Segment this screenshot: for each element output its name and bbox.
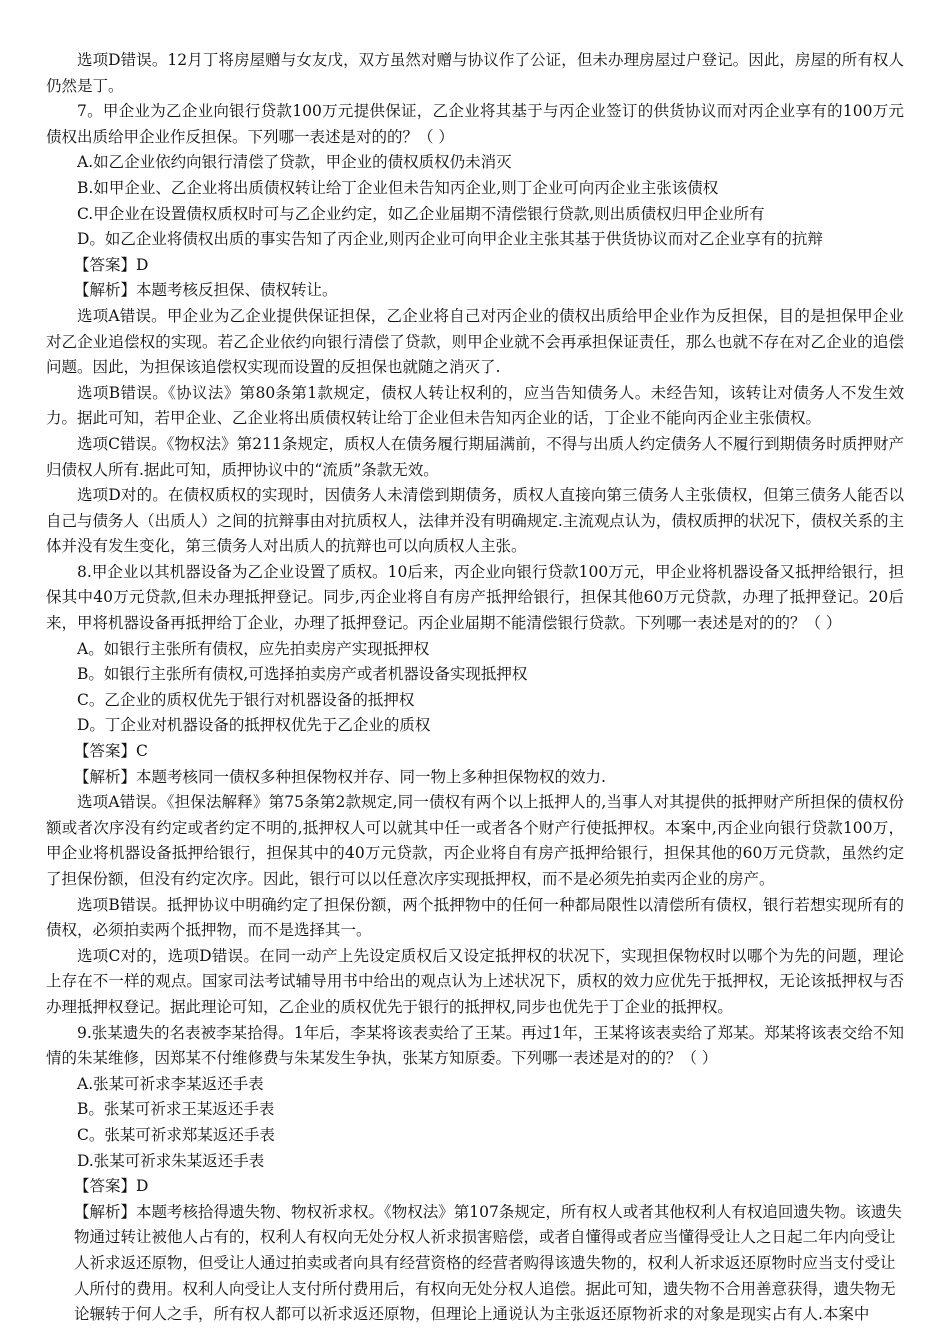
paragraph: 选项B错误。《协议法》第80条第1款规定，债权人转让权利的，应当告知债务人。未经告知，该转让对债务人不发生效力。据此可知，若甲企业、乙企业将出质债权转让给丁企业但未告知丙企业的话，丁企业不能向丙企业主张债权。 bbox=[46, 383, 904, 428]
paragraph: D。丁企业对机器设备的抵押权优先于乙企业的质权 bbox=[77, 716, 431, 735]
paragraph: C.甲企业在设置债权质权时可与乙企业约定，如乙企业届期不清偿银行贷款,则出质债权归甲企业所有 bbox=[77, 204, 765, 223]
paragraph: B。张某可祈求王某返还手表 bbox=[77, 1100, 275, 1119]
paragraph: B。如银行主张所有债权,可选择拍卖房产或者机器设备实现抵押权 bbox=[77, 665, 528, 684]
paragraph: C。乙企业的质权优先于银行对机器设备的抵押权 bbox=[77, 690, 415, 709]
paragraph: 选项D对的。在债权质权的实现时，因债务人未清偿到期债务，质权人直接向第三债务人主张债权，但第三债务人能否以自己与债务人（出质人）之间的抗辩事由对抗质权人，法律并没有明确规定.主流观点认为，债权质押的状况下，债权关系的主体并没有发生变化，第三债务人对出质人的抗辩也可以向质权人主张。 bbox=[46, 486, 904, 556]
paragraph: 【答案】C bbox=[74, 742, 148, 761]
paragraph: 9.张某遗失的名表被李某拾得。1年后，李某将该表卖给了王某。再过1年，王某将该表卖给了郑某。郑某将该表交给不知情的朱某维修，因郑某不付维修费与朱某发生争执，张某方知原委。下列哪一表述是对的的？（ ） bbox=[46, 1023, 904, 1068]
paragraph: A.如乙企业依约向银行清偿了贷款，甲企业的债权质权仍未消灭 bbox=[77, 153, 512, 172]
paragraph: A.张某可祈求李某返还手表 bbox=[77, 1074, 264, 1093]
paragraph: D.张某可祈求朱某返还手表 bbox=[77, 1151, 265, 1170]
paragraph: 【答案】D bbox=[74, 255, 149, 274]
paragraph: D。如乙企业将债权出质的事实告知了丙企业,则丙企业可向甲企业主张其基于供货协议而对乙企业享有的抗辩 bbox=[77, 230, 823, 249]
paragraph: 8.甲企业以其机器设备为乙企业设置了质权。10后来，丙企业向银行贷款100万元，甲企业将机器设备又抵押给银行，担保其中40万元贷款,但未办理抵押登记。同步,丙企业将自有房产抵押给银行，担保其他60万元贷款，办理了抵押登记。20后来，甲将机器设备再抵押给丁企业，办理了抵押登记。丙企业届期不能清偿银行贷款。下列哪一表述是对的的？（ ） bbox=[46, 562, 904, 633]
paragraph: 【解析】本题考核拾得遗失物、物权祈求权。《物权法》第107条规定，所有权人或者其他权利人有权追回遗失物。该遗失物通过转让被他人占有的，权利人有权向无处分权人祈求损害赔偿，或者自懂得或者应当懂得受让人之日起二年内向受让人祈求返还原物，但受让人通过拍卖或者向具有经营资格的经营者购得该遗失物的，权利人祈求返还原物时应当支付受让人所付的费用。权利人向受让人支付所付费用后，有权向无处分权人追偿。据此可知，遗失物不合用善意获得，遗失物无论辗转于何人之手，所有权人都可以祈求返还原物，但理论上通说认为主张返还原物祈求的对象是现实占有人.本案中 bbox=[74, 1202, 902, 1324]
paragraph: A。如银行主张所有债权，应先拍卖房产实现抵押权 bbox=[77, 639, 430, 658]
paragraph: 选项D错误。12月丁将房屋赠与女友戊，双方虽然对赠与协议作了公证，但未办理房屋过户登记。因此，房屋的所有权人仍然是丁。 bbox=[46, 51, 904, 95]
paragraph: 7。甲企业为乙企业向银行贷款100万元提供保证，乙企业将其基于与丙企业签订的供货协议而对丙企业享有的100万元债权出质给甲企业作反担保。下列哪一表述是对的的？（ ） bbox=[46, 102, 904, 146]
paragraph: 选项C错误。《物权法》第211条规定，质权人在债务履行期届满前，不得与出质人约定债务人不履行到期债务时质押财产归债权人所有.据此可知，质押协议中的“流质”条款无效。 bbox=[46, 434, 904, 479]
paragraph: 选项B错误。抵押协议中明确约定了担保份额，两个抵押物中的任何一种都局限性以清偿所有债权，银行若想实现所有的债权，必须拍卖两个抵押物，而不是选择其一。 bbox=[46, 895, 904, 940]
paragraph: 选项A错误。《担保法解释》第75条第2款规定,同一债权有两个以上抵押人的,当事人对其提供的抵押财产所担保的债权份额或者次序没有约定或者约定不明的,抵押权人可以就其中任一或者各个财产行使抵押权。本案中,丙企业向银行贷款100万，甲企业将机器设备抵押给银行，担保其中的40万元贷款，丙企业将自有房产抵押给银行，担保其他的60万元贷款，虽然约定了担保份额，但没有约定次序。因此，银行可以以任意次序实现抵押权，而不是必须先拍卖丙企业的房产。 bbox=[46, 793, 904, 888]
paragraph: 【解析】本题考核同一债权多种担保物权并存、同一物上多种担保物权的效力. bbox=[74, 767, 606, 786]
paragraph: C。张某可祈求郑某返还手表 bbox=[77, 1125, 275, 1144]
paragraph: 选项C对的，选项D错误。在同一动产上先设定质权后又设定抵押权的状况下，实现担保物权时以哪个为先的问题，理论上存在不一样的观点。国家司法考试辅导用书中给出的观点认为上述状况下，质权的效力应优先于抵押权，无论该抵押权与否办理抵押权登记。据此理论可知，乙企业的质权优先于银行的抵押权,同步也优先于丁企业的抵押权。 bbox=[46, 946, 904, 1016]
paragraph: 选项A错误。甲企业为乙企业提供保证担保，乙企业将自己对丙企业的债权出质给甲企业作为反担保，目的是担保甲企业对乙企业追偿权的实现。若乙企业依约向银行清偿了贷款，则甲企业就不会再承担保证责任，那么也就不存在对乙企业的追偿问题。因此，为担保该追偿权实现而设置的反担保也就随之消灭了. bbox=[46, 306, 904, 377]
paragraph: 【解析】本题考核反担保、债权转让。 bbox=[74, 281, 338, 300]
paragraph: B.如甲企业、乙企业将出质债权转让给丁企业但未告知丙企业,则丁企业可向丙企业主张该债权 bbox=[77, 178, 719, 197]
paragraph: 【答案】D bbox=[74, 1177, 149, 1196]
